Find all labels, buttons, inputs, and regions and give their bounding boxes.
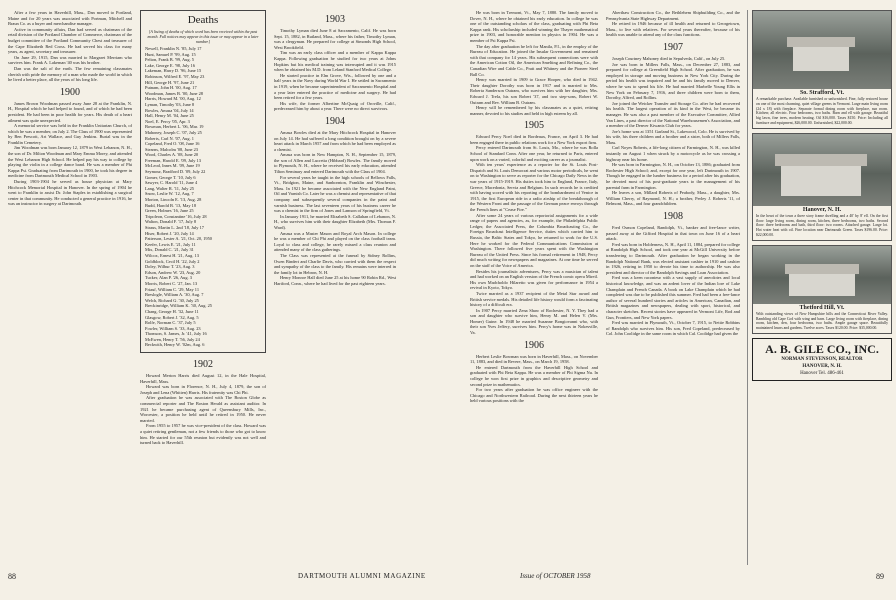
death-entry: Thomson, S. James, Jr. '41, July 16 xyxy=(145,331,207,337)
death-entry: Lakeman, Harry D. '96, June 15 xyxy=(145,68,202,74)
obituary-paragraph: The day after graduation he left for Manila, P.I., in the employ of the Bureau of Education. He joined the Insular Government and remained with that company for 14 years. His subsequent connections were with the American Cotton Oil, the American Smelting and Refining Co., the Canadian Wire and Cable Co., Pratt and Whitney and the Pioneer Steel Ball Co. xyxy=(470,43,598,77)
death-entry: Mix, Donald C. '21, July 31 xyxy=(145,247,194,253)
obituary-paragraph: Fred was born in Holderness, N. H., April 11, 1884, prepared for college at Randolph High School, and took one year at McGill University before transferring to Dartmouth. After graduation he began working in the Randolph National Bank, was elected assistant cashier in 1910 and cashier in 1926, retiring in 1950 to devote his time to authorship. He was also president and director of the Randolph Savings and Loan Association. xyxy=(606,241,740,275)
death-entry: Beckwith, Henry W. '02m, Aug. 6 xyxy=(145,342,205,348)
house-photo-so-strafford xyxy=(753,11,891,89)
death-entry: Gomer, George T. '10, July 6 xyxy=(145,174,196,180)
obituary-paragraph: Fred was a keen raconteur with a vast supply of anecdotes and local historical knowledge, and was an ardent lover of the Indian lore of Lake Champlain and French Canada. A book on Lake Champlain which he had completed was due to be published this summer. Fred had been a free-lance author of several hundred stories and articles in American, Canadian, and British magazines and newspapers, dealing with sport, historical, and character sketches. Recent stories have appeared in Vermont Life, Rod and Gun, Frontiers, and New York papers. xyxy=(606,275,740,320)
death-entry: Morton, Lincoln E. '13, Aug. 28 xyxy=(145,197,202,203)
ad-text-so-strafford: A remarkable purchase. Available furnished or unfurnished. Fine, fully restored house on one of the most charming, quiet village greens in Vermont. Large main living room (24 x 18) with fireplace. Separate formal dining room with fireplace, sun room. Kitchen; all electric. Four bedrooms, two baths. Barn and ell with garage. Beautiful big lawn, fine trees, modern heating. Oil $16,000. Taxes $150. Price: Including all furniture and equipment, $26,000.00. Unfurnished, $22,000.00. xyxy=(756,97,888,125)
death-entry: Tucker, Alan P. '26, Aug. 3 xyxy=(145,275,192,281)
death-entry: Chang, George H. '32, June 11 xyxy=(145,308,199,314)
death-entry: Welch, Richard G. '30, July 25 xyxy=(145,297,199,303)
obituary-paragraph: Edward Percy Noel died in Bordeaux, France, on April 3. He had been engaged there in public relations work for a New York export firm. xyxy=(470,134,598,145)
deaths-title: Deaths xyxy=(187,14,219,26)
obituary-paragraph: Herbert Leslie Bowman was born in Haverhill, Mass., on November 11, 1883, and died in Revere, Mass., on March 19, 1958. xyxy=(470,353,598,365)
obituary-paragraph: In January 1911, he married Elizabeth S. Callahan of Lebanon, N. H., who survives him with their daughter Elizabeth (Mrs. Thomas F. Ward). xyxy=(274,213,396,230)
death-entry: Sawyer, C. Harold '11, June 4 xyxy=(145,180,198,186)
death-entry: Walton, Donald F. '17, July 8 xyxy=(145,219,197,225)
agency-box xyxy=(752,338,892,381)
death-entry: Wilcox, Ernest H. '21, Aug. 13 xyxy=(145,252,199,258)
obituary-paragraph: Joe's home was at 1351 Garland St., Lakewood, Colo. He is survived by his wife, his three children and a brother and a sister, both of Millers Falls, Mass. xyxy=(606,128,740,145)
obituary-paragraph: Timothy Lyman died June 8 at Sacramento, Calif. He was born Sept. 15, 1882, in Rutland, Mass., where his father, Timothy Lyman, was a clergyman. He prepared for college at Simonds High School, West Brookfield. xyxy=(274,28,396,50)
obituary-paragraph: Joe was born in Millers Falls, Mass., on December 27, 1883, and prepared for college at Greenfield High School. After graduation, he was employed in storage and moving business in New York City. During the period his health was impaired and he and his family moved to Denver, where he was to spend his life. He had married Marbelle Young Ellis in New York on February 7, 1916, and three children were born to them, Dorothy, Alfred, and Rollins. xyxy=(606,61,740,101)
page-number-left: 88 xyxy=(8,572,16,581)
death-entry: Hunt, Samuel P. '99, Aug. 15 xyxy=(145,51,196,57)
death-entry: Fowler, William S. '33, Aug. 23 xyxy=(145,325,201,331)
death-entry: Breckinridge, William K. '30, Aug. 25 xyxy=(145,303,212,309)
death-entry: Lang, Walter R. '11, July 25 xyxy=(145,185,194,191)
obituary-paragraph: From 1955 to 1957 he was vice-president of the class. Howard was a quiet retiring gentleman, not a few friends to those who got to know him. He started for our 55th reunion but evidently was not well and turned back to Haverhill. xyxy=(140,423,266,446)
obituary-paragraph: Fred Osmon Copeland, Randolph, Vt., banker and free-lance writer, passed away at the Gifford Hospital in that town on June 16 of a heart attack. xyxy=(606,225,740,242)
obituary-paragraph: After a few years in Haverhill, Mass., Dan moved to Portland, Maine and for 20 years was associated with Portman, Mitchell and Braun Co. as a buyer and merchandise manager. xyxy=(8,10,132,27)
death-entry: Seymour, Bradford D. '09, July 22 xyxy=(145,169,206,175)
ad-thetford xyxy=(752,245,892,334)
year-heading-1908: 1908 xyxy=(663,211,683,222)
death-entry: Breslogle, William A. '30, Aug. 7 xyxy=(145,292,204,298)
death-entry: Putnam, John H. '00, Aug. 17 xyxy=(145,85,197,91)
obituary-paragraph: Aberthaw Construction Co., the Bethlehem Shipbuilding Co., and the Pennsylvania State Highway Department. xyxy=(606,10,740,21)
death-entry: Friauf, William C. '29, May 11 xyxy=(145,286,200,292)
obituary-paragraph: He entered Dartmouth from the Haverhill High School and graduated with Phi Beta Kappa. He was a member of Phi Sigma Nu. In college he won first prize in graphics and descriptive geometry and second prize in mathematics. xyxy=(470,364,598,387)
year-heading-1904: 1904 xyxy=(325,115,345,127)
death-entry: Budd, Harold B. '13, May 18 xyxy=(145,202,197,208)
obituary-paragraph: Carl Noyes Roberts, a life-long citizen of Farmington, N. H., was killed instantly on August 1 when struck by a motorcycle as he was crossing a highway near his home. xyxy=(606,145,740,162)
agency-name: A. B. GILE CO., INC. xyxy=(765,341,879,356)
death-entry: Green, Holmes '16, June 25 xyxy=(145,208,194,214)
obituary-paragraph: Amasa Bowles died at the Mary Hitchcock Hospital in Hanover on July 14. He had suffered a long condition brought on by a severe heart attack in March 1957 and from which he had been employed as a chemist. xyxy=(274,129,396,152)
death-entry: Tripoleon, Constantine '16, July 28 xyxy=(145,213,207,219)
ad-so-strafford xyxy=(752,10,892,129)
death-entry: Doley, Wilbur T. '23, Aug. 3 xyxy=(145,264,195,270)
death-entry: Wood, Charles A. '08, June 20 xyxy=(145,152,199,158)
agency-town: HANOVER, N. H. xyxy=(802,363,842,369)
obituary-paragraph: A memorial service was held in the Franklin Unitarian Church, of which he was a member, on July 2. The Class of 1900 was represented by Ben Prescott, Art Wallace, and Guy Jenkins. Burial was in the Franklin Cemetery. xyxy=(8,123,132,145)
obituary-paragraph: Howard Merton Harris died August 12, in the Hale Hospital, Haverhill, Mass. xyxy=(140,373,266,384)
obituary-paragraph: He leaves a son, Millard Roberts of Peabody, Mass., a daughter, Mrs. William Cherry, of Raymond, N. H.; a brother, Perley J. Roberts '11, of Belmont, Mass., and four grandchildren. xyxy=(606,190,740,207)
ad-title-hanover: Hanover, N. H. xyxy=(802,206,842,213)
death-entry: Noel, E. Percy '05, Apr. 3 xyxy=(145,118,190,124)
death-entry: Copeland, Fred O. '08, June 16 xyxy=(145,141,200,147)
obituary-paragraph: The Class was represented at the funeral by Sidney Rollins, Owen Bindert and Charlie Davis, who carried with them the respect and sympathy of the class to the family. His remains were interred in the family lot in Hebron, N. H. xyxy=(274,252,396,275)
death-entry: Mahoney, Joseph C. '07, July 25 xyxy=(145,129,202,135)
column-2 xyxy=(140,10,266,565)
obituary-paragraph: For two years after graduation he was office engineer with the Chicago and Northwestern Railroad. During the next thirteen years he held various positions with the xyxy=(470,387,598,404)
house-photo-hanover xyxy=(753,134,891,206)
year-heading-1903: 1903 xyxy=(325,14,345,25)
obituary-paragraph: Amasa was a Master Mason and Royal Arch Mason. In college he was a member of Chi Phi and played on the class football team. Loyal to class and college, he rarely missed a class reunion and attended many of the class gatherings. xyxy=(274,230,396,253)
death-entry: Keefer, Lewis E. '21, July 11 xyxy=(145,241,196,247)
footer-issue: Issue of OCTOBER 1958 xyxy=(520,572,591,580)
death-entry: Newell, Franklin N. '85, July 17 xyxy=(145,46,202,51)
death-entry: Hill, George H. '97, June 21 xyxy=(145,79,195,85)
death-entry: Woodman, James B. '00, June 28 xyxy=(145,90,203,96)
column-5 xyxy=(606,10,740,565)
death-entry: Harris, Howard M. '00, Aug. 12 xyxy=(145,96,201,102)
obituary-paragraph: With ten years' experience as a reporter for the St. Louis Post-Dispatch and St. Louis Democrat and various motor periodicals, he went on to Washington to serve as reporter for the Chicago Daily News in the war years of 1915-1919. His duties took him to England, France, Italy, Greece, Macedonia, Servia and Belgium. In such records he is credited with having scored with his reporting of the bombardment of Venice in 1915, the first European ride in a radio airship of the breakthrough of the Western Front and the passage of the German peace envoys through the French lines at "Cease Fire." xyxy=(470,162,598,212)
obituary-paragraph: Howard was born in Florence, N. H., July 4, 1879, the son of Joseph and Lena (Whitten) Harris. His fraternity was Chi Phi. xyxy=(140,384,266,395)
year-heading-1906: 1906 xyxy=(524,339,544,351)
deaths-note: [A listing of deaths of which word has been received within the past month. Full notices may appear in this issue or may appear in a later number.] xyxy=(147,29,259,44)
obituary-paragraph: Dan was the salt of the earth. The few remaining classmates cherish with pride the memory of a man who made the world in which he lived a better place, all the years of his long life. xyxy=(8,65,132,83)
obituary-paragraph: Besides his journalistic adventures, Percy was a musician of talent and had worked on an English version of the French comic opera Mireil. His own Madcholdo Hilaretto was given for performance in 1954 a revival in Kyoto, Tokyo. xyxy=(470,268,598,291)
death-entry: McEwen, Henry T. '56, July 24 xyxy=(145,336,200,342)
column-3 xyxy=(274,10,396,565)
obituary-paragraph: Percy entered Dartmouth from St. Louis, Mo., where he was Rolla School of Standard Conn. After one year, he returned to Paris, entered upon work on a varied, colorful and exciting career as a journalist. xyxy=(470,145,598,162)
agency-realtor: NORMAN STEVENSON, REALTOR xyxy=(781,356,863,362)
obituary-paragraph: Twice married as a 1937 recipient of the Metal Star award and British service medals. His detailed life history would form a fascinating history of a difficult era. xyxy=(470,290,598,308)
ad-hanover xyxy=(752,133,892,241)
death-entry: Straus, Martin L. 2nd '18, July 17 xyxy=(145,225,204,230)
obituary-paragraph: Joe joined the Weicker Transfer and Storage Co. after he had recovered his health. The largest operation of its kind in the West, he became its manager. He was also a past member of the Executive Committee, Allied Van Lines, a past director of the National Warehousemen's Association, and a member of the Denver Kiwanis Club for years. xyxy=(606,100,740,129)
death-entry: Lake, George E. '98, July 16 xyxy=(145,62,195,68)
death-entry: Lyman, Timothy '03, June 8 xyxy=(145,101,195,107)
death-entry: Freeman, Harold E. '09, July 13 xyxy=(145,157,201,163)
year-heading-1900: 1900 xyxy=(60,86,80,98)
death-entry: Roberts, Carl N. '07, Aug. 1 xyxy=(145,135,194,141)
obituary-paragraph: He retired in 1946 because of ill health and returned to Georgetown, Mass., to live with relatives. For several years thereafter, because of his health was unable to attend any of the class functions. xyxy=(606,21,740,38)
obituary-paragraph: Amasa was born in New Hampton, N. H., September 15, 1879, the son of Allen and Lucretia (Hibbard) Bowles. The family moved to Plymouth, N. H., where he received his early education, attended Tilton Seminary and entered Dartmouth with the Class of 1904. xyxy=(274,152,396,175)
deaths-box xyxy=(140,10,266,353)
death-entry: Snow, Leslie W. '12, Aug. 7 xyxy=(145,191,194,197)
obituary-paragraph: Henry will be remembered by his classmates as a quiet, retiring manner, devoted to his studies and held in high esteem by all. xyxy=(470,105,598,116)
obituary-paragraph: During 1903-1904 he served as house physician at Mary Hitchcock Memorial Hospital in Hanover. In the spring of 1904 he went to Franklin to assist Dr. John Staples in establishing a surgical center in that community. He conducted a general practice in 1916, he was an instructor in surgery at Dartmouth. xyxy=(8,179,132,207)
year-heading-1905: 1905 xyxy=(524,120,544,132)
death-entry: Goldblock, Cecil H. '22, July 2 xyxy=(145,258,200,264)
obituary-paragraph: He was born in Farmington, N. H., on October 13, 1886; graduated from Rochester High School; and, except for one year, left Dartmouth in 1907. Though he engaged in the lumber business for a period after his graduation, he devoted most of his post-graduate years to the management of his parental farm in Farmington. xyxy=(606,162,740,190)
obituary-paragraph: James Brown Woodman passed away June 28 at the Franklin, N. H., Hospital which he had helped to found, and of which he had been president. He had been in poor health for years. His death of a heart ailment was quite unexpected. xyxy=(8,100,132,123)
obituary-paragraph: Joseph Courtney Mahoney died in Sepulveda, Calif., on July 25. xyxy=(612,55,726,61)
footer-magazine-title: DARTMOUTH ALUMNI MAGAZINE xyxy=(298,572,426,580)
page-number-right: 89 xyxy=(876,572,884,581)
death-entry: Hiser, Robert J. '20, July 14 xyxy=(145,230,194,236)
year-heading-1902: 1902 xyxy=(193,359,213,371)
ad-text-thetford: With outstanding views of New Hampshire hills and the Connecticut River Valley. Rambling old Cape Cod with wing and barn. Large living room with fireplace, dining room, kitchen, den, four bedrooms, two baths. Ample garage space. Beautifully maintained lawns and gardens. Twelve acres. Taxes $120.00. Price: $35,000.00. xyxy=(756,311,888,331)
obituary-paragraph: His wife, the former Albertine McQuaig of Oroville, Calif., predeceased him by about a year. There were no direct survivors. xyxy=(274,100,396,112)
ad-title-thetford: Thetford Hill, Vt. xyxy=(799,304,845,311)
death-entry: Bowman, Herbert L. '06, Mar. 19 xyxy=(145,124,204,130)
column-4 xyxy=(470,10,598,565)
obituary-paragraph: Jim Woodman was born January 12, 1879 in West Lebanon, N. H., the son of Dr. Milton Woodman and Mary Emma Morey, and attended the West Lebanon High School. He helped pay his way to college by playing the violin in a college dance band. He was a member of Phi Kappa Psi. Graduating from Dartmouth in 1900, he took his degree in medicine from Dartmouth Medical School in 1903. xyxy=(8,145,132,179)
obituary-paragraph: He started practice in Elm Grove, Wis., followed by one and a half years in the Navy during World War I. He settled in Sacramento in 1919, when he became superintendent of Sacramento Hospital and a year later entered the practice of medicine and surgery. He had been retired for a few years. xyxy=(274,72,396,101)
obituary-paragraph: After graduation he was associated with The Boston Globe as commercial reporter and The Boston Herald as assistant auditor. In 1921 he became purchasing agent of Queensbury Mills, Inc., Worcester, a position he held until he retired in 1950. He never married. xyxy=(140,395,266,423)
house-photo-thetford xyxy=(753,246,891,304)
obituary-paragraph: In 1907 Percy married Zena Shaw of Rochester, N. Y. They had a son and daughter who survive him, Henry M. and Helen V. (Mrs. Homer) Guine. In 1948 he married Suzanne Bongiovanni who, with their son Yves Jeffery, survives him. Percy's home was in Nokesville, Va. xyxy=(470,307,598,336)
obituary-paragraph: For several years he taught in the high schools of Bellows Falls, Vt., Bridgton, Maine, and Sanbornton, Franklin and Winchester, Mass. In 1921 he became associated with the New England Paint, Oil and Varnish Co. Later he was a chemist and representative of that company and subsequently several companies in the paint and varnish business. The last seventeen years of his business career he was a chemist in the firm of Jones and Lamson of Springfield, Vt. xyxy=(274,174,396,214)
obituary-paragraph: He was born in Tremont, Vt., May 7, 1880. The family moved to Dover, N. H., where he obtained his early education. In college he was one of the outstanding scholars of the class, graduating with Phi Beta Kappa rank. His scholarship included winning the Thayer mathematical prize in 1903, and honorable mention in physics in 1904. He was a member of Psi Kappa Psi. xyxy=(470,10,598,43)
death-entry: Robinson, Wilfred E. '97, May 23 xyxy=(145,73,205,79)
ad-text-hanover: In the heart of the town a three story frame dwelling and a 40' by 8' ell. On the first floor: large living room, dining room, kitchen, three bedrooms, two baths. Second floor: three bedrooms and bath, third floor: two rooms. Attached garage. Large lot. Hot water heat with oil. Fine location near Dartmouth Green. Taxes $196.00. Price: $22,000.00. xyxy=(756,213,888,237)
year-heading-1907: 1907 xyxy=(663,41,683,53)
death-entry: Glasgow, Robert J. '32, Aug. 5 xyxy=(145,314,199,320)
obituary-paragraph: On June 29, 1915, Dan was married to Margaret Merriam who survives him. Frank A. Lakeman '40 was his brother. xyxy=(8,54,132,66)
obituary-paragraph: After some 24 years of various reportorial assignments for a wide range of papers and agencies, as, for example, the Philadelphia Public Ledger, the Associated Press, the Columbia Broadcasting Co., the Foreign Broadcast Intelligence Service, duties which carried him to Russia, the Baltic States and Tokyo, he returned to work for the U.S. Here he worked for the Federal Communications Commission at Washington. There followed five years spent with the Washington Bureau of the United Press. Since his formal retirement in 1948, Percy did much writing for newspapers and magazines. At one time he served on the staff of the Voice of America. xyxy=(470,212,598,268)
death-entry: McLeod, Innes M. '09, June 19 xyxy=(145,163,200,169)
column-1 xyxy=(8,10,132,565)
agency-phone: Hanover Tel. 486-461 xyxy=(800,370,844,376)
real-estate-ads xyxy=(747,10,892,565)
obituary-paragraph: Tim was an early class officer and a member of Kappa Kappa Kappa. Following graduation he studied for two years at Johns Hopkins but his medical training was interrupted and it was 1915 when he obtained his M.D. from Leland Stanford Medical College. xyxy=(274,50,396,73)
death-entry: Edson, Andrew W. '23, Aug. 20 xyxy=(145,269,201,275)
death-entry: Rolfe, Norman C. '37, July 5 xyxy=(145,320,196,326)
death-entry: Stearns, Malcolm '08, June 23 xyxy=(145,146,198,152)
obituary-paragraph: Henry was married in 1909 to Grace Hooper, who died in 1942. Their daughter Dorothy was born in 1917 and is married to Mrs. Roberta Sanderson Outram, who survives him with her daughter, Mrs. Edward J. Trela, his son Robert '37, and two step-sons, Robert W. Outram and Rev. William B. Outram. xyxy=(470,77,598,105)
obituary-paragraph: Fred was married in Plymouth, Vt., October 7, 1915, to Nettie Robbins of Randolph who survives him. His son, Fred Copeland, predeceased by Col. John Coolidge in the same room in which Cal. Coolidge had given the xyxy=(606,320,740,337)
death-entry: Patterson, Lester A. '21, Oct. 20, 1950 xyxy=(145,236,213,242)
obituary-paragraph: Active in community affairs, Dan had served as chairman of the retail division of the Portland Chamber of Commerce, chairman of the budget committee of the Portland Community Chest and treasurer of the Cape Elizabeth Red Cross. He had served his class for many years, as agent, secretary and treasurer. xyxy=(8,26,132,55)
death-entry: Morris, Robert C. '27, Jan. 13 xyxy=(145,280,198,286)
death-entry: Pelton, Frank B. '99, Aug. 5 xyxy=(145,57,194,63)
ad-title-so-strafford: So. Strafford, Vt. xyxy=(799,90,845,96)
obituary-paragraph: Henry Monroe Hall died June 25 at his home 90 Robin Rd., West Hartford, Conn., where he had lived for the past eighteen years. xyxy=(274,275,396,286)
death-entry: Hall, Henry M. '04, June 25 xyxy=(145,113,194,119)
death-entry: Bowles, Amasa '04, July 14 xyxy=(145,107,194,113)
